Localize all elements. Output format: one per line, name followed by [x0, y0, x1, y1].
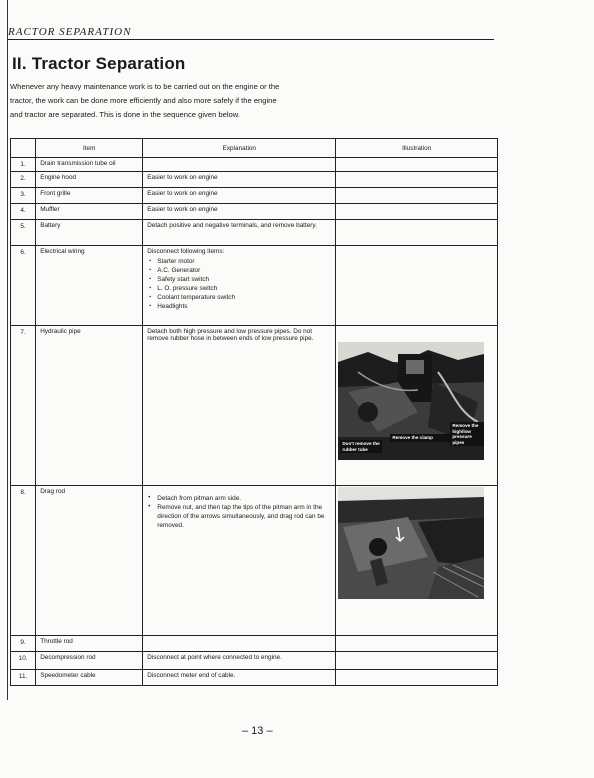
row-item: Drag rod	[36, 486, 143, 636]
row-illustration	[336, 158, 498, 172]
photo-label-pressure-pipes: Remove the high/low pressure pipes	[450, 422, 484, 446]
header-explanation: Explanation	[143, 139, 336, 158]
row-number: 10.	[11, 652, 36, 670]
header-rule	[8, 39, 494, 40]
row-illustration	[336, 636, 498, 652]
intro-line: and tractor are separated. This is done in the sequence given below.	[10, 110, 240, 119]
row-number: 6.	[11, 246, 36, 326]
row-item: Hydraulic pipe	[36, 326, 143, 486]
page-number: – 13 –	[242, 725, 273, 737]
row-number: 11.	[11, 670, 36, 686]
table-row	[11, 158, 498, 172]
row-number: 9.	[11, 636, 36, 652]
row-explanation	[143, 158, 336, 172]
intro-line: tractor, the work can be done more efficiently and also more safely if the engine	[10, 96, 277, 105]
row-number: 2.	[11, 172, 36, 188]
row-explanation: Easier to work on engine	[143, 172, 336, 188]
table-row	[11, 188, 498, 204]
row-number: 7.	[11, 326, 36, 486]
row-illustration	[336, 326, 498, 486]
row-item: Front grille	[36, 188, 143, 204]
row-illustration	[336, 246, 498, 326]
row-item: Electrical wiring	[36, 246, 143, 326]
row-explanation	[143, 246, 336, 326]
header-item: Item	[36, 139, 143, 158]
list-item: ▪ Safety start switch	[157, 275, 331, 284]
row-explanation: Disconnect at point where connected to engine.	[143, 652, 336, 670]
explanation-text: Disconnect following items:	[147, 248, 225, 255]
row-item: Muffler	[36, 204, 143, 220]
row-number: 1.	[11, 158, 36, 172]
wiring-list	[147, 257, 331, 311]
list-item: • Remove nut, and then tap the tips of the pitman arm in the direction of the arrows simultaneously, and drag rod can be removed.	[157, 503, 331, 530]
table-row	[11, 246, 498, 326]
table-row	[11, 486, 498, 636]
table-row	[11, 204, 498, 220]
header-illustration: Illustration	[336, 139, 498, 158]
photo-label-clamp: Remove the clamp	[390, 434, 450, 442]
separation-table	[10, 138, 498, 686]
row-illustration	[336, 652, 498, 670]
row-illustration	[336, 188, 498, 204]
list-item: ▪ Headlights	[157, 302, 331, 311]
row-illustration	[336, 172, 498, 188]
left-margin-rule	[7, 0, 8, 700]
list-item: ▪ Starter motor	[157, 257, 331, 266]
list-item: • Detach from pitman arm side.	[157, 494, 331, 503]
row-item: Speedometer cable	[36, 670, 143, 686]
running-head: RACTOR SEPARATION	[8, 26, 132, 38]
table-row	[11, 326, 498, 486]
row-number: 5.	[11, 220, 36, 246]
row-explanation	[143, 486, 336, 636]
list-item: ▪ L. O. pressure switch	[157, 284, 331, 293]
section-title: II. Tractor Separation	[12, 54, 186, 73]
drag-rod-steps	[147, 494, 331, 530]
list-item: ▪ Coolant temperature switch	[157, 293, 331, 302]
intro-paragraph	[10, 80, 340, 122]
photo-label-rubber-tube: Don't remove the rubber tube	[340, 440, 382, 453]
table-row	[11, 172, 498, 188]
row-item: Drain transmission tube oil	[36, 158, 143, 172]
row-illustration	[336, 204, 498, 220]
row-illustration	[336, 220, 498, 246]
row-item: Engine hood	[36, 172, 143, 188]
row-explanation: Detach positive and negative terminals, and remove battery.	[143, 220, 336, 246]
row-explanation: Easier to work on engine	[143, 188, 336, 204]
table-row	[11, 220, 498, 246]
header-num	[11, 139, 36, 158]
row-illustration	[336, 670, 498, 686]
hydraulic-pipe-photo	[338, 342, 484, 460]
table-row	[11, 636, 498, 652]
row-explanation: Easier to work on engine	[143, 204, 336, 220]
table-row	[11, 670, 498, 686]
table-row	[11, 652, 498, 670]
drag-rod-photo	[338, 487, 484, 599]
list-item: ▪ A.C. Generator	[157, 266, 331, 275]
row-explanation: Detach both high pressure and low pressure pipes. Do not remove rubber hose in between ends of low pressure pipe.	[143, 326, 336, 486]
row-explanation	[143, 636, 336, 652]
row-explanation: Disconnect meter end of cable.	[143, 670, 336, 686]
row-illustration	[336, 486, 498, 636]
row-item: Throttle rod	[36, 636, 143, 652]
row-item: Battery	[36, 220, 143, 246]
row-number: 8.	[11, 486, 36, 636]
table-header-row	[11, 139, 498, 158]
row-number: 4.	[11, 204, 36, 220]
row-item: Decompression rod	[36, 652, 143, 670]
row-number: 3.	[11, 188, 36, 204]
intro-line: Whenever any heavy maintenance work is to be carried out on the engine or the	[10, 82, 280, 91]
